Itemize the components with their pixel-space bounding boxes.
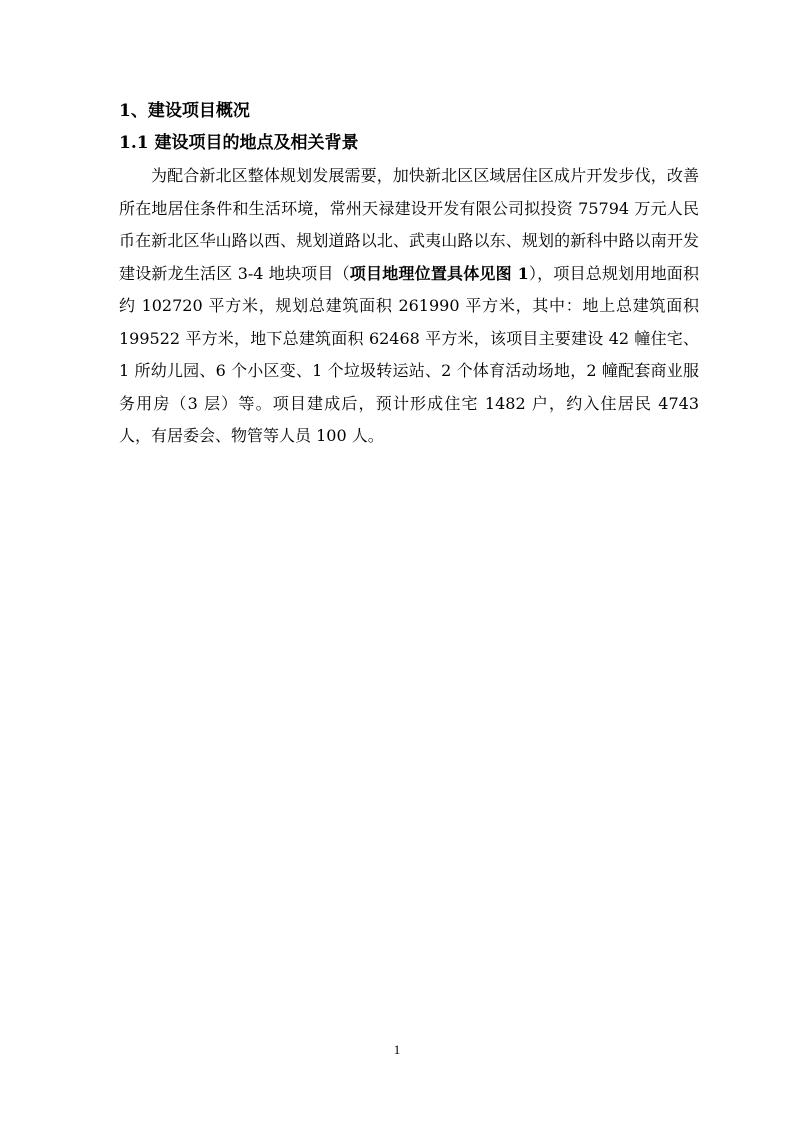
page-number: 1 <box>393 1042 401 1057</box>
paragraph-text-part1: 为配合新北区整体规划发展需要，加快新北区区域居住区成片开发步伐，改善所在地居住条件和生活环境，常州天禄建设开发有限公司拟投资 75794 万元人民币在新北区华山路以西、规划道路以北、武夷山路以东、规划的新科中路以南开发建设新龙生活区 3-4 地块项目（ <box>119 166 699 283</box>
figure-reference: 项目地理位置具体见图 1 <box>349 263 529 283</box>
document-content <box>119 96 699 453</box>
body-paragraph <box>119 160 699 453</box>
subsection-heading: 1.1 建设项目的地点及相关背景 <box>119 133 359 153</box>
section-heading: 1、建设项目概况 <box>119 101 250 121</box>
paragraph-text-part2: ），项目总规划用地面积约 102720 平方米，规划总建筑面积 261990 平方米，其中：地上总建筑面积 199522 平方米，地下总建筑面积 62468 平方米，该项目主要建设 42 幢住宅、1 所幼儿园、6 个小区变、1 个垃圾转运站、2 个体育活动场地，2 幢配套商业服务用房（3 层）等。项目建成后，预计形成住宅 1482 户，约入住居民 4743 人，有居委会、物管等人员 100 人。 <box>119 263 699 445</box>
